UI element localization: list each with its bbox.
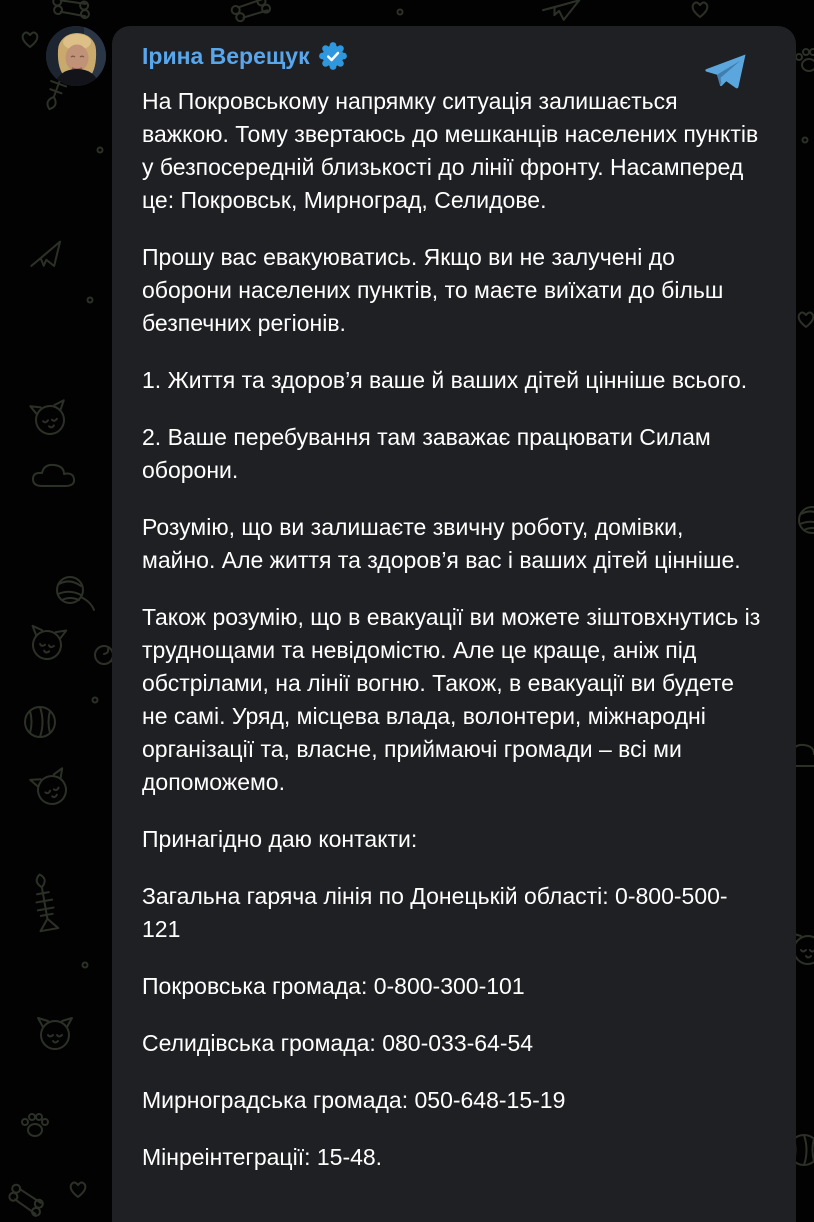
avatar-portrait [46,26,106,86]
telegram-plane-icon[interactable] [704,53,748,91]
channel-name[interactable]: Ірина Верещук [142,43,310,69]
message-text [142,85,762,1174]
message-bubble [112,26,796,1222]
message-paragraph: Покровська громада: 0-800-300-101 [142,973,525,999]
message-paragraph: Мирноградська громада: 050-648-15-19 [142,1087,566,1113]
verified-badge-icon [319,42,347,70]
message-paragraph: На Покровському напрямку ситуація залишається важкою. Тому звертаюсь до мешканців населених пунктів у безпосередній близькості до лінії фронту. Насамперед це: Покровськ, Мирноград, Селидове. [142,88,759,213]
channel-avatar[interactable] [46,26,106,86]
message-header [142,40,762,72]
message-paragraph: 1. Життя та здоров’я ваше й ваших дітей цінніше всього. [142,367,748,393]
message-paragraph: Мінреінтеграції: 15-48. [142,1144,383,1170]
message-paragraph: Прошу вас евакуюватись. Якщо ви не залучені до оборони населених пунктів, то маєте виїхати до більш безпечних регіонів. [142,244,724,336]
message-paragraph: Також розумію, що в евакуації ви можете зіштовхнутись із труднощами та невідомістю. Але це краще, аніж під обстрілами, на лінії вогню. Також, в евакуації ви будете не самі. Уряд, місцева влада, волонтери, міжнародні організації та, власне, приймаючі громади – всі ми допоможемо. [142,604,761,795]
message-paragraph: Загальна гаряча лінія по Донецькій області: 0-800-500-121 [142,883,728,942]
message-paragraph: Селидівська громада: 080-033-64-54 [142,1030,534,1056]
message-paragraph: Розумію, що ви залишаєте звичну роботу, домівки, майно. Але життя та здоров’я вас і ваших дітей цінніше. [142,514,741,573]
message-paragraph: Принагідно даю контакти: [142,826,418,852]
message-paragraph: 2. Ваше перебування там заважає працювати Силам оборони. [142,424,711,483]
